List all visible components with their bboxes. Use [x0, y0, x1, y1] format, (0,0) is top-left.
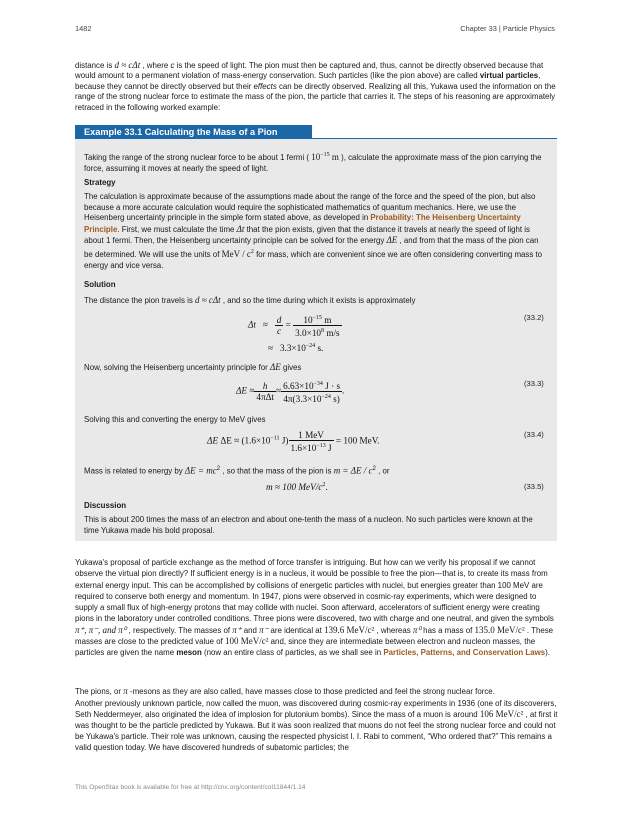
equation-number-33-4: (33.4) — [524, 430, 544, 439]
solution-text-3: Solving this and converting the energy to MeV gives — [84, 415, 266, 424]
link-heisenberg[interactable]: Probability: The Heisenberg Uncertainty Principle — [84, 213, 521, 234]
equation-number-33-5: (33.5) — [524, 482, 544, 491]
equation-33-2-line2: ≈ $3.3\times 10^{-24}$ s. — [268, 343, 324, 354]
term-meson: meson — [176, 648, 202, 658]
page-number: 1482 — [75, 24, 92, 33]
solution-text-4: Mass is related to energy by $\Delta E = mc^2$ , so that the mass of the pion is $m = \Delta E / c^2$ , or — [84, 465, 390, 476]
example-problem: Taking the range of the strong nuclear force to be about 1 fermi ( $10^{-15}$ m ), calculate the approximate mass of the pion carrying the force, assuming it moves at nearly the speed of light. — [84, 152, 542, 173]
discussion-heading: Discussion — [84, 501, 127, 510]
equation-33-4: ΔE $\Delta E \approx (1.6\times 10^{-11}$ J) $\frac{\text{1 MeV}}{1.6\times 10^{-13} J}$ = 100 MeV. — [207, 430, 380, 454]
pions-paragraph: The pions, or π -mesons as they are also called, have masses close to those predicted and feel the strong nuclear force. — [75, 686, 495, 696]
strategy-heading: Strategy — [84, 178, 116, 187]
equation-number-33-2: (33.2) — [524, 313, 544, 322]
yukawa-paragraph: Yukawa's proposal of particle exchange as the method of force transfer is intriguing. But how can we verify his proposal if we cannot observe the virtual pion directly? If sufficient energy is in a nucleus, it would be possible to free the pion—that is, to create its mass from external energy input. This can be accomplished by collisions of energetic particles with nuclei, but energies greater than 100 MeV are required to conserve both energy and momentum. In 1947, pions were observed in cosmic-ray experiments, which were designed to supply a small flux of high-energy protons that may collide with nuclei. Soon afterward, accelerators of sufficient energy were creating pions in the laboratory under controlled conditions. Three pions were discovered, two with charge and one neutral, and given the symbols π⁺, π⁻, and π⁰ , respectively. The masses of π⁺ and π⁻ are identical at 139.6 MeV/c² , whereas π⁰ has a mass of 135.0 MeV/c² . These masses are close to the predicted value of 100 MeV/c² and, since they are intermediate between electron and nucleon masses, the particles are given the name meson (now an entire class of particles, as we shall see in Particles, Patterns, and Conservation Laws). — [75, 558, 554, 658]
muon-paragraph: Another previously unknown particle, now called the muon, was discovered during cosmic-ray experiments in 1936 (one of its discoverers, Seth Neddermeyer, also originated the idea of implosion for plutonium bombs). Since the mass of a muon is around 106 MeV/c² , at first it was thought to be the particle predicted by Yukawa. But it was soon realized that muons do not feel the strong nuclear force and could not be Yukawa's particle. Their role was unknown, causing the respected physicist I. I. Rabi to comment, “Who ordered that?” This remains a valid question today. We have discovered hundreds of subatomic particles; the — [75, 699, 558, 752]
page-footer: This OpenStax book is available for free at http://cnx.org/content/col11844/1.14 — [75, 784, 306, 791]
solution-heading: Solution — [84, 280, 116, 289]
equation-33-5: m ≈ 100 MeV/$c^2$. — [266, 482, 328, 493]
intro-paragraph: distance is d ≈ cΔt , where c is the speed of light. The pion must then be captured and, thus, cannot be directly observed because that would amount to a permanent violation of mass-energy conservation. Such particles (like the pion above) are called virtual particles, because they cannot be directly observed but their effects can be directly observed. Realizing all this, Yukawa used the information on the range of the strong nuclear force to estimate the mass of the pion, the particle that carries it. The steps of his reasoning are approximately retraced in the following worked example: — [75, 60, 556, 112]
strategy-text: The calculation is approximate because of the assumptions made about the range of the force and the speed of the pion, but also because a more accurate calculation would require the sophisticated mathematics of quantum mechanics. Here, we use the Heisenberg uncertainty principle in the simple form stated above, as developed in Probability: The Heisenberg Uncertainty Principle. First, we must calculate the time Δt that the pion exists, given that the distance it travels at nearly the speed of light is about 1 fermi. Then, the Heisenberg uncertainty principle can be solved for the energy ΔE , and from that the mass of the pion can be determined. We will use the units of MeV / $c^2$ for mass, which are convenient since we are often considering converting mass to energy and vice versa. — [84, 192, 543, 270]
chapter-title: Chapter 33 | Particle Physics — [460, 24, 555, 33]
discussion-text: This is about 200 times the mass of an electron and about one-tenth the mass of a nucleon. No such particles were known at the time Yukawa made his bold proposal. — [84, 515, 533, 535]
equation-number-33-3: (33.3) — [524, 379, 544, 388]
solution-text-2: Now, solving the Heisenberg uncertainty principle for ΔE gives — [84, 362, 302, 372]
term-virtual-particles: virtual particles — [479, 71, 539, 81]
equation-33-2: Δt ≈ $\frac{d}{c}$ = $\frac{10^{-15} m}{3.0\times 10^8 m/s}$ — [248, 315, 340, 339]
example-title: Example 33.1 Calculating the Mass of a Pion — [75, 125, 312, 139]
solution-text-1: The distance the pion travels is d ≈ cΔt , and so the time during which it exists is approximately — [84, 295, 416, 305]
link-particles-patterns[interactable]: Particles, Patterns, and Conservation Laws — [383, 648, 546, 658]
equation-33-3: ΔE ≈ $\frac{h}{\text{4πΔt}}$ ≈ $\frac{6.63\times 10^{-34} J \cdot s}{4\pi(3.3\times 10^{-24} s)}$ . — [236, 381, 345, 405]
